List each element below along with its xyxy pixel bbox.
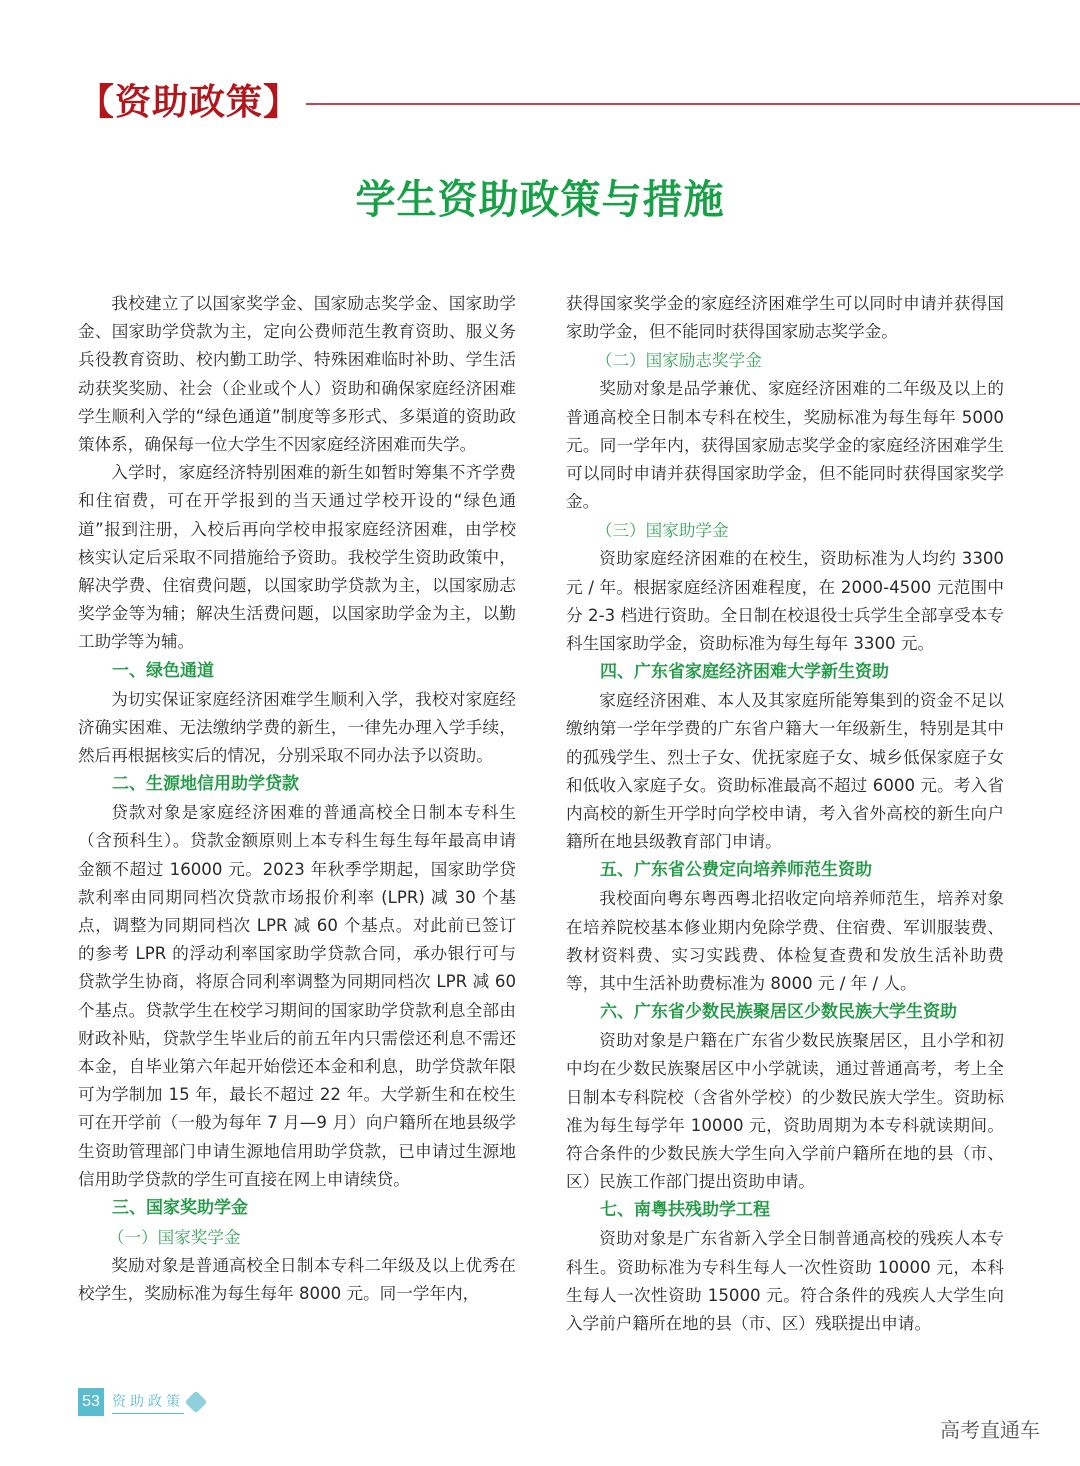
section-heading: 五、广东省公费定向培养师范生资助: [600, 860, 872, 881]
section-heading: 七、南粤扶残助学工程: [600, 1200, 770, 1221]
page-title: 学生资助政策与措施: [355, 177, 725, 223]
subsection-heading: （一）国家奖学金: [107, 1228, 241, 1248]
section-heading: 三、国家奖助学金: [112, 1198, 248, 1219]
paragraph: 奖励对象是品学兼优、家庭经济困难的二年级及以上的普通高校全日制本专科在校生，奖励标准为每生每年 5000 元。同一学年内，获得国家励志奖学金的家庭经济困难学生可以同时申请并获得国家助学金，但不能同时获得国家奖学金。: [566, 379, 1004, 512]
paragraph: 贷款对象是家庭经济困难的普通高校全日制本专科生（含预科生）。贷款金额原则上本专科生每生每年最高申请金额不超过 16000 元。2023 年秋季学期起，国家助学贷款利率由同期同档次贷款市场报价利率 (LPR) 减 30 个基点，调整为同期同档次 LPR 减 60 个基点。对此前已签订的参考 LPR 的浮动利率国家助学贷款合同，承办银行可与贷款学生协商，将原合同利率调整为同期同档次 LPR 减 60 个基点。贷款学生在校学习期间的国家助学贷款利息全部由财政补贴，贷款学生毕业后的前五年内只需偿还利息不需还本金，自毕业第六年起开始偿还本金和利息，助学贷款年限可为学制加 15 年，最长不超过 22 年。大学新生和在校生可在开学前（一般为每年 7 月—9 月）向户籍所在地县级学生资助管理部门申请生源地信用助学贷款，已申请过生源地信用助学贷款的学生可直接在网上申请续贷。: [78, 803, 516, 1189]
paragraph: 为切实保证家庭经济困难学生顺利入学，我校对家庭经济确实困难、无法缴纳学费的新生，一律先办理入学手续，然后再根据核实后的情况，分别采取不同办法予以资助。: [78, 689, 516, 766]
paragraph: 资助家庭经济困难的在校生，资助标准为人均约 3300 元 / 年。根据家庭经济困难程度，在 2000-4500 元范围中分 2-3 档进行资助。全日制在校退役士兵学生全部享受本专科生国家助学金，资助标准为每生每年 3300 元。: [566, 549, 1004, 654]
paragraph: 奖励对象是普通高校全日制本专科二年级及以上优秀在校学生，奖励标准为每生每年 8000 元。同一学年内，: [78, 1256, 516, 1304]
right-column: [566, 290, 1004, 1338]
paragraph: 资助对象是户籍在广东省少数民族聚居区，且小学和初中均在少数民族聚居区中小学就读，通过普通高考，考上全日制本专科院校（含省外学校）的少数民族大学生。资助标准为每生每学年 10000 元，资助周期为本专科就读期间。符合条件的少数民族大学生向入学前户籍所在地的县（市、区）民族工作部门提出资助申请。: [566, 1031, 1004, 1192]
subsection-heading: （二）国家励志奖学金: [595, 351, 762, 371]
section-heading: 六、广东省少数民族聚居区少数民族大学生资助: [600, 1002, 957, 1023]
paragraph: 入学时，家庭经济特别困难的新生如暂时筹集不齐学费和住宿费，可在开学报到的当天通过学校开设的“绿色通道”报到注册，入校后再向学校申报家庭经济困难，由学校核实认定后采取不同措施给予资助。我校学生资助政策中，解决学费、住宿费问题，以国家助学贷款为主，以国家励志奖学金等为辅；解决生活费问题，以国家助学金为主，以勤工助学等为辅。: [78, 463, 516, 652]
paragraph: 家庭经济困难、本人及其家庭所能筹集到的资金不足以缴纳第一学年学费的广东省户籍大一年级新生，特别是其中的孤残学生、烈士子女、优抚家庭子女、城乡低保家庭子女和低收入家庭子女。资助标准最高不超过 6000 元。考入省内高校的新生开学时向学校申请，考入省外高校的新生向户籍所在地县级教育部门申请。: [566, 691, 1004, 852]
header-rule: [306, 103, 1080, 105]
footer-section-label: 资助政策: [112, 1391, 184, 1414]
page-number: 53: [78, 1388, 104, 1416]
page-footer: [78, 1388, 204, 1416]
section-heading: 一、绿色通道: [112, 660, 214, 681]
diamond-icon: [185, 1391, 208, 1414]
paragraph: 资助对象是广东省新入学全日制普通高校的残疾人本专科生。资助标准为专科生每人一次性资助 10000 元，本科生每人一次性资助 15000 元。符合条件的残疾人大学生向入学前户籍所在地的县（市、区）残联提出申请。: [566, 1229, 1004, 1334]
paragraph-continued: 获得国家奖学金的家庭经济困难学生可以同时申请并获得国家助学金，但不能同时获得国家励志奖学金。: [566, 294, 1004, 342]
section-tag: 【资助政策】: [78, 82, 301, 123]
subsection-heading: （三）国家助学金: [595, 521, 729, 541]
paragraph: 我校建立了以国家奖学金、国家励志奖学金、国家助学金、国家助学贷款为主，定向公费师范生教育资助、服义务兵役教育资助、校内勤工助学、特殊困难临时补助、学生活动获奖奖励、社会（企业或个人）资助和确保家庭经济困难学生顺利入学的“绿色通道”制度等多形式、多渠道的资助政策体系，确保每一位大学生不因家庭经济困难而失学。: [78, 294, 516, 455]
watermark: 高考直通车: [940, 1420, 1040, 1442]
paragraph: 我校面向粤东粤西粤北招收定向培养师范生，培养对象在培养院校基本修业期内免除学费、住宿费、军训服装费、教材资料费、实习实践费、体检复查费和发放生活补助费等，其中生活补助费标准为 8000 元 / 年 / 人。: [566, 889, 1004, 994]
section-heading: 二、生源地信用助学贷款: [112, 774, 299, 795]
left-column: [78, 290, 516, 1309]
section-heading: 四、广东省家庭经济困难大学新生资助: [600, 662, 889, 683]
